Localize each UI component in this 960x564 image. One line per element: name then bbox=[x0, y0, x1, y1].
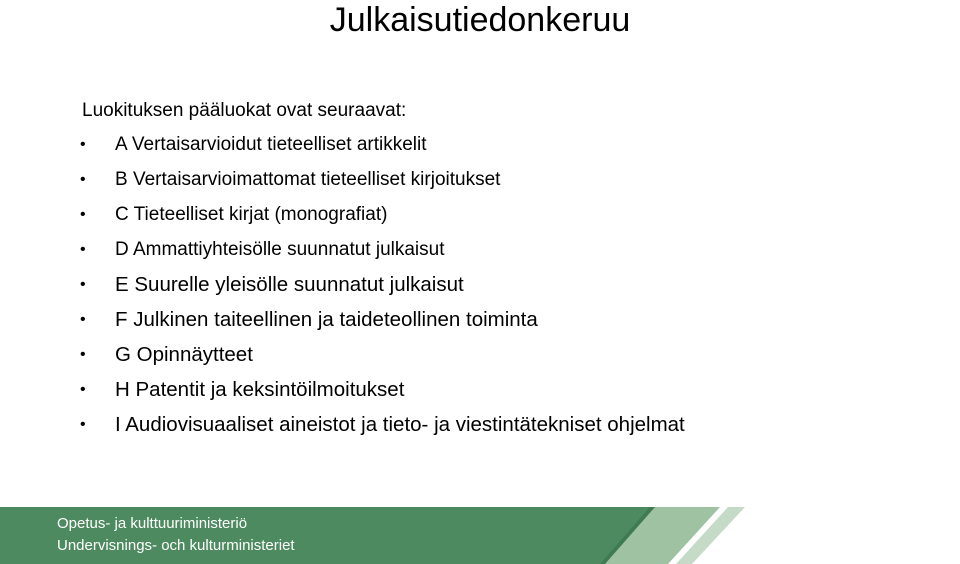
bullet-icon: • bbox=[80, 136, 86, 153]
bullet-icon: • bbox=[80, 206, 86, 223]
list-item-text: D Ammattiyhteisölle suunnatut julkaisut bbox=[115, 239, 445, 260]
bullet-icon: • bbox=[80, 171, 86, 188]
list-item-text: I Audiovisuaaliset aineistot ja tieto- ja viestintätekniset ohjelmat bbox=[115, 413, 685, 436]
intro-text: Luokituksen pääluokat ovat seuraavat: bbox=[82, 100, 407, 121]
list-item-text: E Suurelle yleisölle suunnatut julkaisut bbox=[115, 273, 464, 296]
slide-title: Julkaisutiedonkeruu bbox=[329, 1, 631, 39]
list-item-text: A Vertaisarvioidut tieteelliset artikkelit bbox=[115, 134, 427, 155]
list-item-text: H Patentit ja keksintöilmoitukset bbox=[115, 378, 405, 401]
list-item-text: F Julkinen taiteellinen ja taideteollinen toiminta bbox=[115, 308, 538, 331]
list-item-text: G Opinnäytteet bbox=[115, 343, 253, 366]
ministry-footer bbox=[0, 507, 960, 564]
ministry-name-swedish: Undervisnings- och kulturministeriet bbox=[57, 537, 295, 554]
ministry-name-finnish: Opetus- ja kulttuuriministeriö bbox=[57, 515, 248, 532]
bullet-icon: • bbox=[80, 241, 86, 258]
list-item-text: B Vertaisarvioimattomat tieteelliset kirjoitukset bbox=[115, 169, 501, 190]
bullet-icon: • bbox=[80, 311, 86, 328]
bullet-icon: • bbox=[80, 276, 86, 293]
bullet-icon: • bbox=[80, 381, 86, 398]
bullet-icon: • bbox=[80, 416, 86, 433]
list-item-text: C Tieteelliset kirjat (monografiat) bbox=[115, 204, 388, 225]
bullet-icon: • bbox=[80, 346, 86, 363]
